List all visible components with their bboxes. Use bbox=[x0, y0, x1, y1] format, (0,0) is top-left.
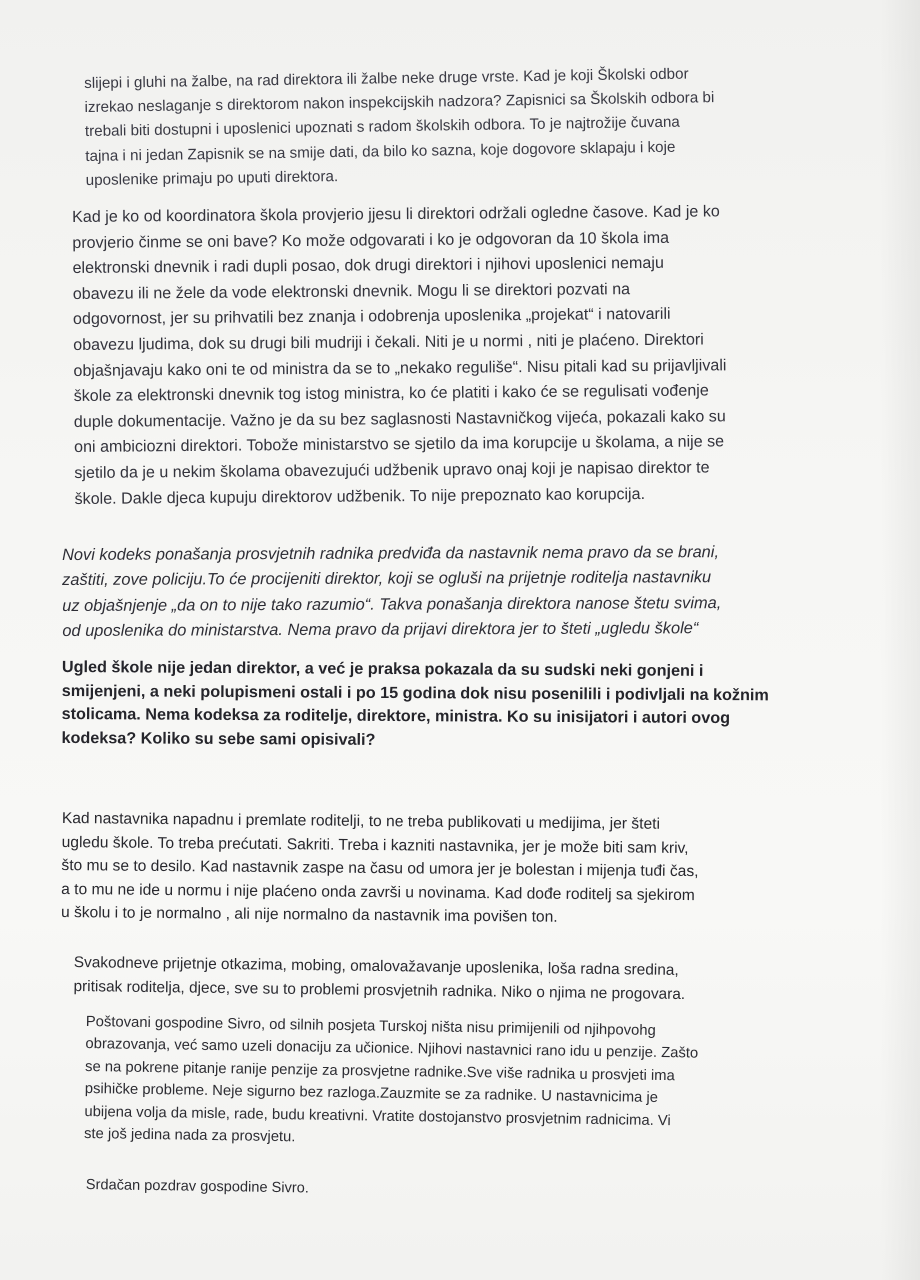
text-line: od uposlenika do ministarstva. Nema pravo da prijavi direktora jer to šteti „ugledu škole“ bbox=[62, 619, 699, 641]
closing-greeting bbox=[86, 1174, 309, 1200]
paper-edge-shadow bbox=[880, 0, 920, 1280]
text-line: Svakodneve prijetnje otkazima, mobing, omalovažavanje uposlenika, loša radna sredina, bbox=[73, 953, 679, 979]
paragraph-school-board bbox=[84, 62, 716, 193]
text-line: odgovornost, jer su prihvatili bez znanja i odobrenja uposlenika „projekat“ i natovarili bbox=[72, 305, 671, 329]
text-line: pritisak roditelja, djece, sve su to problemi prosvjetnih radnika. Niko o njima ne progovara. bbox=[73, 977, 686, 1004]
paragraph-teacher-attacks bbox=[61, 807, 699, 931]
text-line: oni ambiciozni direktori. Tobože ministarstvo se sjetilo da ima korupcije u školama, a nije se bbox=[74, 432, 725, 457]
paragraph-electronic-diary bbox=[72, 199, 728, 512]
text-line: elektronski dnevnik i radi dupli posao, dok drugi direktori i njihovi uposlenici nemaju bbox=[72, 254, 664, 278]
text-line: škole za elektronski dnevnik tog istog ministra, ko će platiti i kako će se regulisati vođenje bbox=[73, 381, 709, 406]
text-line: se na pokrene pitanje ranije penzije za prosvjetne radnike.Sve više radnika u prosvjeti ima bbox=[84, 1058, 675, 1085]
text-line: psihičke probleme. Neje sigurno bez razloga.Zauzmite se za radnike. U nastavnicima je bbox=[84, 1081, 659, 1107]
text-line: obrazovanja, već samo uzeli donaciju za učionice. Njihovi nastavnici rano idu u penzije. Zašto bbox=[85, 1036, 699, 1063]
text-line: objašnjavaju kako oni te od ministra da se to „nekako reguliše“. Nisu pitali kad su prijavljivali bbox=[73, 355, 727, 380]
text-line: izrekao neslaganje s direktorom nakon inspekcijskih nadzora? Zapisnici sa Školskih odbora bi bbox=[84, 89, 715, 117]
text-line: što mu se to desilo. Kad nastavnik zaspe na času od umora jer je bolestan i mijenja tuđi čas, bbox=[61, 857, 699, 881]
text-line: Ugled škole nije jedan direktor, a već je praksa pokazala da su sudski neki gonjeni i bbox=[61, 657, 704, 680]
text-line: škole. Dakle djeca kupuju direktorov udžbenik. To nije prepoznato kao korupcija. bbox=[74, 484, 646, 508]
text-line: u školu i to je normalno , ali nije normalno da nastavnik ima povišen ton. bbox=[60, 904, 558, 927]
text-line: ubijena volja da misle, rade, budu kreativni. Vratite dostojanstvo prosvjetnim radnicima. Vi bbox=[84, 1103, 671, 1129]
text-line: stolicama. Nema kodeksa za roditelje, direktore, ministra. Ko su inisijatori i autori ovog bbox=[61, 704, 731, 728]
text-line: tajna i ni jedan Zapisnik se na smije dati, da bilo ko sazna, koje dogovore sklapaju i koje bbox=[85, 138, 676, 165]
text-line: ugledu škole. To treba prećutati. Sakriti. Treba i kazniti nastavnika, jer je može biti sam kriv, bbox=[61, 833, 689, 857]
text-line: Srdačan pozdrav gospodine Sivro. bbox=[85, 1176, 310, 1197]
text-line: zaštiti, zove policiju.To će procijeniti direktor, koji se ogluši na prijetnje roditelja nastavniku bbox=[62, 568, 712, 590]
text-line: obavezu ljudima, dok su drugi bili mudriji i čekali. Niti je u normi , niti je plaćeno. Direktori bbox=[73, 330, 704, 354]
text-line: duple dokumentacije. Važno je da su bez saglasnosti Nastavničkog vijeća, pokazali kako su bbox=[73, 407, 726, 431]
text-line: uz objašnjenje „da on to nije tako razumio“. Takva ponašanja direktora nanose štetu svima, bbox=[62, 593, 722, 615]
text-line: a to mu ne ide u normu i nije plaćeno onda završi u novinama. Kad dođe roditelj sa sjekirom bbox=[61, 880, 695, 904]
text-line: kodeksa? Koliko su sebe sami opisivali? bbox=[61, 728, 376, 749]
paragraph-daily-threats bbox=[73, 951, 685, 1007]
paragraph-code-of-conduct bbox=[62, 540, 721, 644]
paragraph-address-to-sivro bbox=[84, 1011, 699, 1155]
text-line: obavezu ili ne žele da vode elektronski dnevnik. Mogu li se direktori pozvati na bbox=[72, 279, 631, 303]
text-line: Kad nastavnika napadnu i premlate roditelji, to ne treba publikovati u medijima, jer šteti bbox=[61, 809, 661, 833]
paragraph-school-reputation bbox=[61, 656, 769, 754]
text-line: ste još jedina nada za prosvjetu. bbox=[83, 1126, 296, 1146]
text-line: Poštovani gospodine Sivro, od silnih posjeta Turskoj ništa nisu primijenili od njihpovohg bbox=[85, 1013, 656, 1039]
text-line: sjetilo da je u nekim školama obavezujući udžbenik upravo onaj koji je napisao direktor te bbox=[74, 458, 710, 482]
text-line: provjerio činme se oni bave? Ko može odgovarati i ko je odgovoran da 10 škola ima bbox=[72, 228, 670, 252]
text-line: Novi kodeks ponašanja prosvjetnih radnika predviđa da nastavnik nema pravo da se brani, bbox=[62, 543, 720, 564]
text-line: Kad je ko od koordinatora škola provjerio jjesu li direktori održali ogledne časove. Kad je ko bbox=[72, 202, 720, 226]
text-line: uposlenike primaju po uputi direktora. bbox=[85, 167, 339, 189]
text-line: smijenjeni, a neki polupismeni ostali i po 15 godina dok nisu posenilili i podivljali na kožnim bbox=[61, 681, 769, 704]
text-line: trebali biti dostupni i uposlenici upoznati s radom školskih odbora. To je najtrožije čuvana bbox=[84, 114, 680, 141]
text-line: slijepi i gluhi na žalbe, na rad direktora ili žalbe neke druge vrste. Kad je koji Školski odbor bbox=[84, 65, 689, 92]
